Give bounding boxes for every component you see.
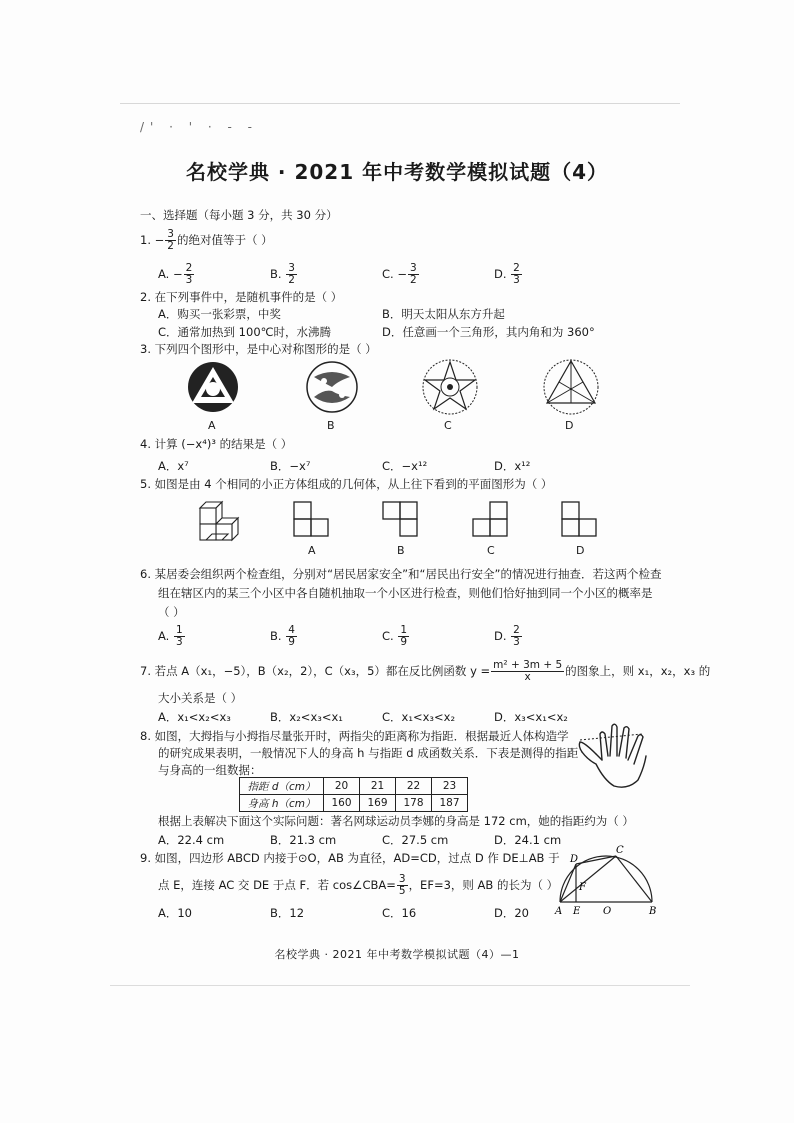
question-4: 4. 计算 (−x⁴)³ 的结果是（ ）	[140, 437, 293, 451]
table-row	[240, 778, 468, 795]
exam-title: 名校学典 · 2021 年中考数学模拟试题（4）	[185, 160, 609, 184]
option-a[interactable]: A. − $\frac{2}{3}$	[158, 262, 193, 286]
option-b[interactable]: B．−x⁷	[270, 459, 311, 473]
figure-top-view-c[interactable]	[471, 500, 511, 540]
figure-label-b: B	[327, 419, 335, 432]
table-cell: 160	[324, 795, 360, 812]
question-6: 6. 某居委会组织两个检查组，分别对“居民居家安全”和“居民出行安全”的情况进行抽查．若这两个检查	[140, 567, 662, 581]
point-label: B	[649, 906, 657, 917]
option-c[interactable]: C．16	[382, 906, 417, 920]
question-8-line4: 根据上表解决下面这个实际问题：著名网球运动员李娜的身高是 172 cm，她的指距约为（ ）	[158, 814, 634, 828]
question-7-line2: 大小关系是（ ）	[158, 691, 243, 705]
table-header-span: 指距 d（cm）	[240, 778, 324, 795]
option-a[interactable]: A. $\frac{1}{3}$	[158, 624, 183, 648]
table-cell: 169	[360, 795, 396, 812]
question-number: 1.	[140, 233, 151, 247]
scan-edge-bottom	[110, 985, 690, 986]
option-d[interactable]: D．20	[494, 906, 529, 920]
table-cell: 178	[396, 795, 432, 812]
option-a[interactable]: A．x₁<x₂<x₃	[158, 710, 231, 724]
option-b[interactable]: B．21.3 cm	[270, 833, 337, 847]
table-cell: 21	[360, 778, 396, 795]
question-9-line2: 点 E，连接 AC 交 DE 于点 F．若 cos∠CBA= $\frac{3}{5}$ ，EF=3，则 AB 的长为（ ）	[158, 873, 559, 897]
point-label: E	[573, 906, 581, 917]
figure-label-d: D	[576, 544, 585, 557]
question-8-line3: 与身高的一组数据：	[158, 763, 262, 777]
figure-top-view-b[interactable]	[381, 500, 421, 540]
figure-label-d: D	[565, 419, 574, 432]
point-label: C	[616, 845, 624, 856]
sign: −	[154, 233, 165, 247]
question-8: 8. 如图，大拇指与小拇指尽量张开时，两指尖的距离称为指距．根据最近人体构造学	[140, 729, 569, 743]
option-b[interactable]: B．12	[270, 906, 305, 920]
question-8-line2: 的研究成果表明，一般情况下人的身高 h 与指距 d 成函数关系．下表是测得的指距	[158, 746, 579, 760]
option-b[interactable]: B．明天太阳从东方升起	[382, 307, 505, 321]
header-scribble: /' · ' · - -	[140, 120, 259, 134]
point-label: D	[570, 854, 579, 865]
fraction: $\frac{3}{5}$	[398, 873, 406, 897]
table-cell: 187	[432, 795, 468, 812]
option-a[interactable]: A．购买一张彩票，中奖	[158, 307, 281, 321]
fraction: $\frac{3}{2}$	[167, 228, 174, 252]
figure-b-swirl-circle[interactable]	[302, 359, 362, 415]
question-stem: 的绝对值等于（ ）	[176, 233, 273, 247]
option-b[interactable]: B. $\frac{4}{9}$	[270, 624, 295, 648]
option-a[interactable]: A．10	[158, 906, 193, 920]
question-6-line2: 组在辖区内的某三个小区中各自随机抽取一个小区进行检查，则他们恰好抽到同一个小区的概率是	[158, 586, 653, 600]
scan-edge-top	[120, 103, 680, 104]
semicircle-geometry-figure	[552, 842, 660, 918]
option-d[interactable]: D. $\frac{2}{3}$	[494, 262, 520, 286]
question-9: 9. 如图，四边形 ABCD 内接于⊙O，AB 为直径，AD=CD，过点 D 作 DE⊥AB 于	[140, 851, 560, 865]
question-2: 2. 在下列事件中，是随机事件的是（ ）	[140, 290, 343, 304]
option-a[interactable]: A．x⁷	[158, 459, 189, 473]
figure-label-c: C	[487, 544, 495, 557]
table-cell: 22	[396, 778, 432, 795]
figure-cube-stack	[196, 498, 244, 550]
option-c[interactable]: C．−x¹²	[382, 459, 428, 473]
question-3: 3. 下列四个图形中，是中心对称图形的是（ ）	[140, 342, 377, 356]
option-c[interactable]: C．通常加热到 100℃时，水沸腾	[158, 325, 332, 339]
fraction: $\frac{\text{m² + 3m + 5}}{x}$	[493, 659, 563, 683]
option-c[interactable]: C. $\frac{1}{9}$	[382, 624, 408, 648]
table-cell: 23	[432, 778, 468, 795]
question-6-line3: （ ）	[158, 605, 185, 619]
option-a[interactable]: A．22.4 cm	[158, 833, 225, 847]
point-label: A	[555, 906, 563, 917]
span-height-table	[239, 777, 468, 812]
option-d[interactable]: D．24.1 cm	[494, 833, 562, 847]
point-label: F	[579, 882, 586, 893]
option-d[interactable]: D．任意画一个三角形，其内角和为 360°	[382, 325, 595, 339]
table-cell: 20	[324, 778, 360, 795]
figure-top-view-d[interactable]	[560, 500, 600, 540]
figure-a-triangle-circle[interactable]	[183, 359, 243, 415]
page-footer: 名校学典 · 2021 年中考数学模拟试题（4）—1	[274, 948, 520, 961]
question-1	[140, 229, 273, 252]
question-5: 5. 如图是由 4 个相同的小正方体组成的几何体，从上往下看到的平面图形为（ ）	[140, 477, 553, 491]
figure-label-b: B	[397, 544, 405, 557]
figure-label-a: A	[308, 544, 316, 557]
section-heading: 一、选择题（每小题 3 分，共 30 分）	[140, 208, 338, 222]
question-7: 7. 若点 A（x₁，−5），B（x₂，2），C（x₃，5）都在反比例函数 y = $\frac{\text{m² + 3m + 5}}{x}$ 的图象上，则 x₁，x₂，x₃ 的	[140, 659, 711, 683]
option-d[interactable]: D．x¹²	[494, 459, 531, 473]
table-row	[240, 795, 468, 812]
table-header-height: 身高 h（cm）	[240, 795, 324, 812]
option-c[interactable]: C. − $\frac{3}{2}$	[382, 262, 417, 286]
hand-span-icon	[574, 720, 656, 794]
figure-top-view-a[interactable]	[292, 500, 332, 540]
figure-label-a: A	[208, 419, 216, 432]
option-b[interactable]: B. $\frac{3}{2}$	[270, 262, 295, 286]
option-b[interactable]: B．x₂<x₃<x₁	[270, 710, 343, 724]
option-d[interactable]: D．x₃<x₁<x₂	[494, 710, 568, 724]
point-label: O	[603, 906, 612, 917]
option-d[interactable]: D. $\frac{2}{3}$	[494, 624, 520, 648]
figure-c-star-circle[interactable]	[419, 357, 481, 417]
figure-label-c: C	[444, 419, 452, 432]
option-c[interactable]: C．x₁<x₃<x₂	[382, 710, 456, 724]
figure-d-triangle-circle[interactable]	[540, 357, 602, 417]
option-c[interactable]: C．27.5 cm	[382, 833, 449, 847]
